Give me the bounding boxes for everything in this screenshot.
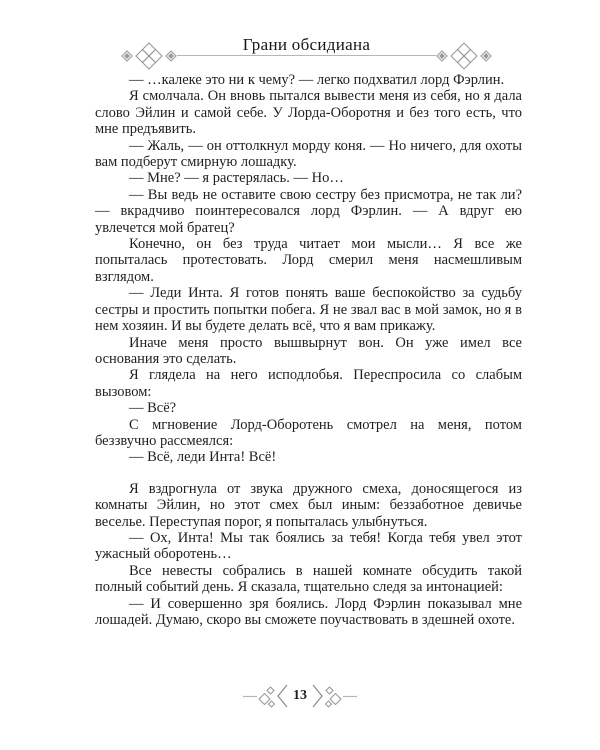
paragraph: — Всё?: [129, 400, 177, 417]
paragraph: Я вздрогнула от звука дружного смеха, доносящегося из комнаты Эйлин, но этот смех был иным: беззаботное девичье веселье. Переступая порог, я попыталась улыбнуться.: [95, 480, 522, 530]
paragraph: Иначе меня просто вышвырнут вон. Он уже имел все основания это сделать.: [95, 334, 522, 367]
running-title: Грани обсидиана: [242, 35, 371, 54]
paragraph: Все невесты собрались в нашей комнате обсудить такой полный событий день. Я сказала, тщательно следя за интонацией:: [95, 562, 522, 596]
page-footer: [0, 683, 600, 709]
paragraph: — Ох, Инта! Мы так боялись за тебя! Когда тебя увел этот ужасный оборотень…: [95, 529, 522, 563]
footer-ornament-left-icon: [243, 683, 289, 709]
paragraph: Конечно, он без труда читает мои мысли… Я все же попыталась протестовать. Лорд смерил меня насмешливым взглядом.: [95, 236, 522, 285]
page-header: [120, 35, 493, 74]
paragraph: — Всё, леди Инта! Всё!: [129, 449, 277, 466]
paragraph: — Вы ведь не оставите свою сестру без присмотра, не так ли? — вкрадчиво поинтересовался лорд Фэрлин. — А вдруг ею увлечется мой братец?: [95, 186, 522, 236]
paragraph: — Мне? — я растерялась. — Но…: [129, 170, 344, 187]
footer-ornament-right-icon: [311, 683, 357, 709]
paragraph: Я глядела на него исподлобья. Переспросила со слабым вызовом:: [95, 367, 522, 400]
header-rule: [177, 55, 436, 56]
page-text: [95, 72, 522, 628]
paragraph: С мгновение Лорд-Оборотень смотрел на меня, потом беззвучно рассмеялся:: [95, 416, 522, 449]
paragraph: — …калеке это ни к чему? — легко подхватил лорд Фэрлин.: [129, 72, 505, 88]
paragraph: — И совершенно зря боялись. Лорд Фэрлин показывал мне лошадей. Думаю, скоро вы сможете поучаствовать в здешней охоте.: [95, 595, 522, 628]
paragraph: — Леди Инта. Я готов понять ваше беспокойство за судьбу сестры и простить попытки побега. Я не звал вас в мой замок, но я в нем хозяин. И вы будете делать всё, что я вам прикажу.: [95, 285, 522, 335]
paragraph: — Жаль, — он оттолкнул морду коня. — Но ничего, для охоты вам подберут смирную лошадку.: [95, 137, 522, 171]
page-number: 13: [293, 688, 307, 703]
paragraph: Я смолчала. Он вновь пытался вывести меня из себя, но я дала слово Эйлин и самой себе. У Лорда-Оборотня и без того есть, что мне предъявить.: [95, 88, 522, 138]
